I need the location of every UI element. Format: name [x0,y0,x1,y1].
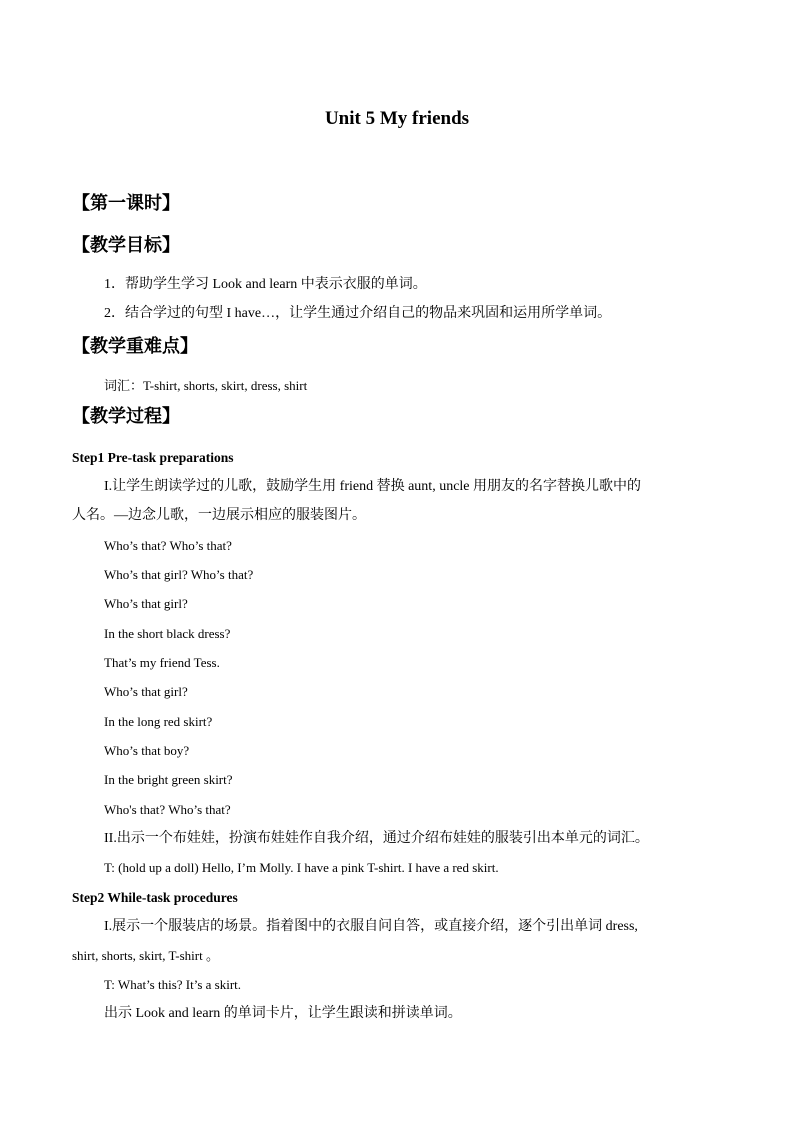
chant-line: Who’s that? Who’s that? [104,538,232,553]
step1-part2-dialogue: T: (hold up a doll) Hello, I’m Molly. I have a pink T-shirt. I have a red skirt. [104,860,499,875]
document-title: Unit 5 My friends [324,108,470,129]
chant-line: Who’s that girl? Who’s that? [104,567,254,582]
chant-line: In the bright green skirt? [104,772,233,787]
chant-line: Who's that? Who’s that? [104,802,231,817]
goal-item-1: 1．帮助学生学习 Look and learn 中表示衣服的单词。 [104,277,427,292]
step2-dialogue: T: What’s this? It’s a skirt. [104,977,242,992]
key-points-heading: 【教学重难点】 [72,336,198,356]
key-vocabulary: 词汇：T-shirt, shorts, skirt, dress, shirt [104,378,308,393]
process-heading: 【教学过程】 [72,406,180,426]
goals-heading: 【教学目标】 [72,235,180,255]
step1-intro-line2: 人名。—边念儿歌，一边展示相应的服装图片。 [72,508,366,523]
goal-item-2: 2．结合学过的句型 I have…，让学生通过介绍自己的物品来巩固和运用所学单词。 [104,306,612,321]
chant-line: Who’s that boy? [104,743,190,758]
lesson-heading: 【第一课时】 [72,193,180,213]
step1-part2: II.出示一个布娃娃，扮演布娃娃作自我介绍，通过介绍布娃娃的服装引出本单元的词汇。 [104,831,649,846]
step2-title: Step2 While-task procedures [72,890,238,905]
step2-word-cards: 出示 Look and learn 的单词卡片，让学生跟读和拼读单词。 [104,1006,462,1021]
chant-line: Who’s that girl? [104,596,188,611]
step2-intro-line2: shirt, shorts, skirt, T-shirt 。 [72,948,219,963]
chant-line: In the long red skirt? [104,714,213,729]
step1-intro-line1: I.让学生朗读学过的儿歌，鼓励学生用 friend 替换 aunt, uncle 用朋友的名字替换儿歌中的 [104,479,642,494]
chant-line: That’s my friend Tess. [104,655,220,670]
chant-line: Who’s that girl? [104,684,188,699]
step2-intro-line1: I.展示一个服装店的场景。指着图中的衣服自问自答，或直接介绍，逐个引出单词 dress, [104,919,638,934]
step1-title: Step1 Pre-task preparations [72,450,234,465]
chant-line: In the short black dress? [104,626,231,641]
